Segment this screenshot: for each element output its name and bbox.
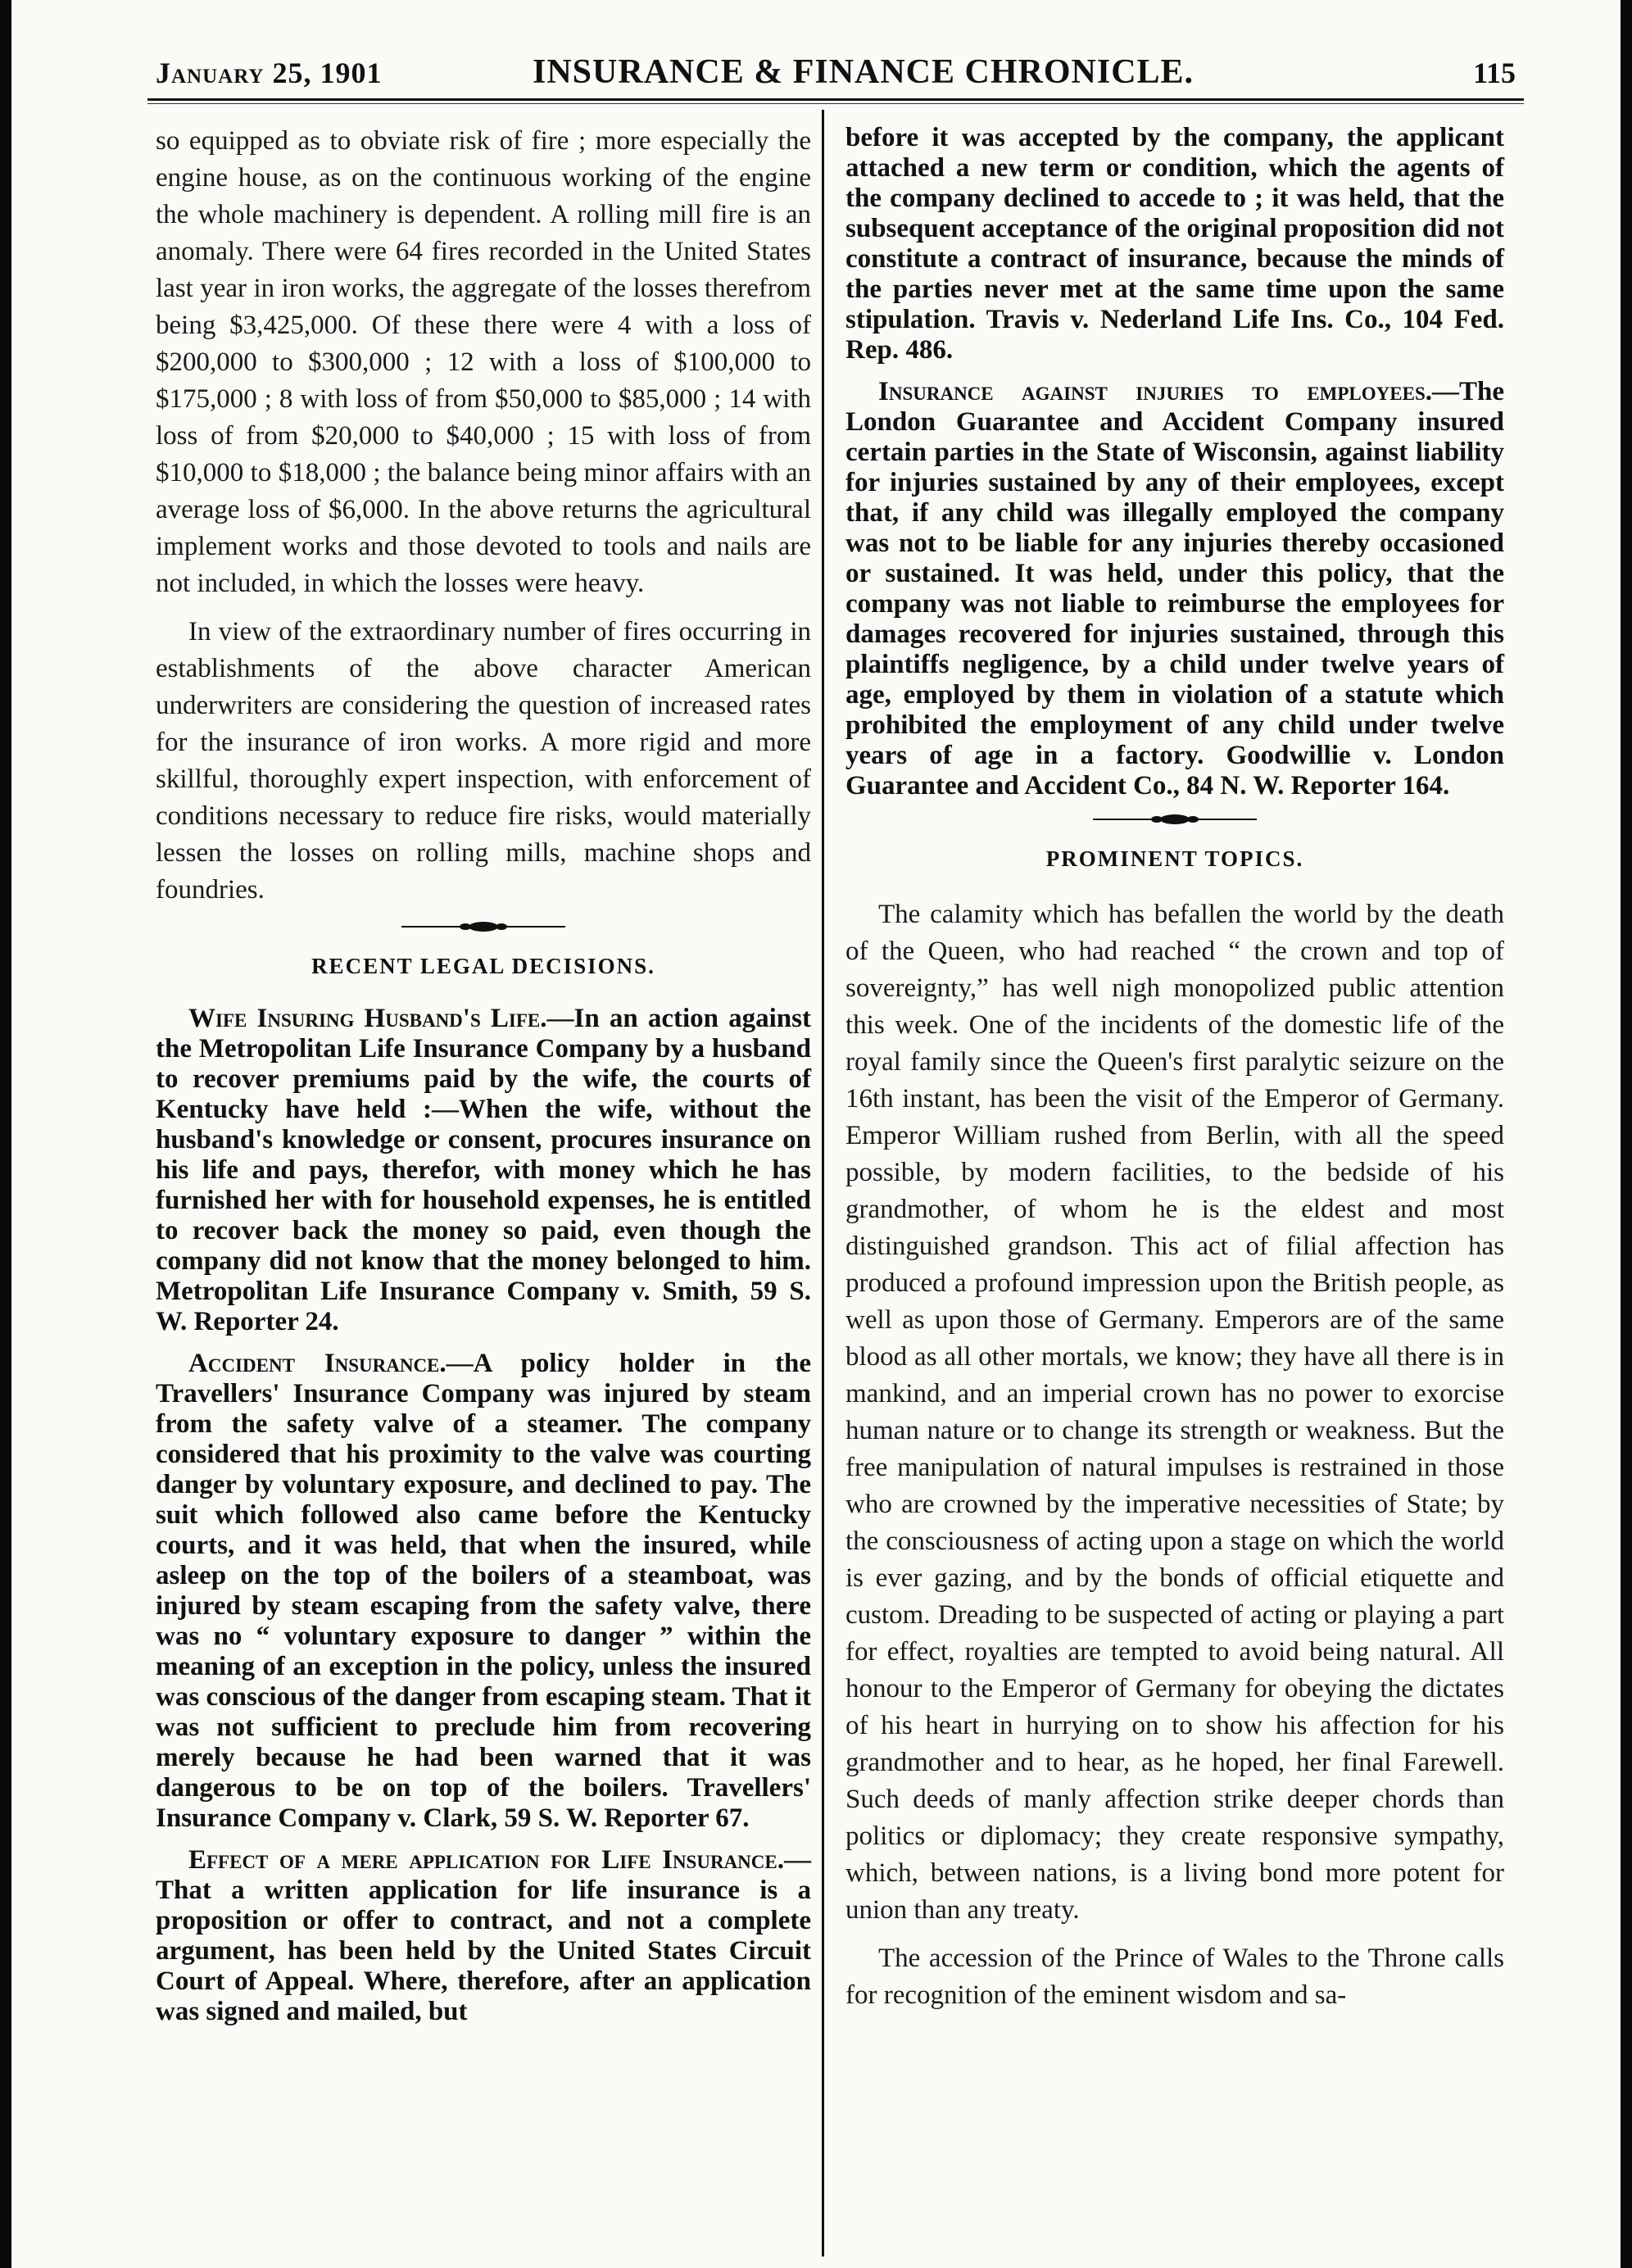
scan-edge-right xyxy=(1621,0,1632,2268)
section-heading: PROMINENT TOPICS. xyxy=(1045,846,1304,871)
section-heading: RECENT LEGAL DECISIONS. xyxy=(311,954,655,978)
case-title: Accident Insurance. xyxy=(188,1349,447,1378)
issue-date: January 25, 1901 xyxy=(156,57,383,89)
topics-paragraph: The calamity which has befallen the world by the death of the Queen, who had reached “ the crown and top of sovereignty,” has well nigh monopolized public attention this week. One of the incidents of the domestic life of the royal family since the Queen's first paralytic seizure on the 16th instant, has been the visit of the Emperor of Germany. Emperor William rushed from Berlin, with all the speed possible, by modern facilities, to the bedside of his grandmother, of whom he is the eldest and most distinguished grandson. This act of filial affection has produced a profound impression upon the British people, as well as upon those of Germany. Emperors are of the same blood as all other mortals, we know; they have all there is in mankind, and an imperial crown has no power to exorcise human nature or to change its strength or weakness. But the free manipulation of natural impulses is restrained in those who are crowned by the imperative necessities of State; by the consciousness of acting upon a stage on which the world is ever gazing, and by the bonds of official etiquette and custom. Dreading to be suspected of acting or playing a part for effect, royalties are tempted to avoid being natural. All honour to the Emperor of Germany for obeying the dictates of his heart in hurrying on to show his affection for his grandmother and to hear, as he hoped, her final Farewell. Such deeds of manly affection strike deeper chords than politics or diplomacy; they create responsive sympathy, which, between nations, is a living bond more potent for union than any treaty. xyxy=(845,900,1504,1925)
fire-article-paragraph: In view of the extraordinary number of fires occurring in establishments of the above character American underwriters are considering the question of increased rates for the insurance of iron works. A more rigid and more skillful, thoroughly expert inspection, with enforcement of conditions necessary to reduce fire risks, would materially lessen the losses on rolling mills, machine shops and foundries. xyxy=(156,617,811,905)
header-rule-thin xyxy=(147,103,1524,104)
legal-case xyxy=(156,1845,811,2027)
legal-case xyxy=(156,1004,811,1337)
case-title: Wife Insuring Husband's Life. xyxy=(188,1004,547,1033)
case-body: —A policy holder in the Travellers' Insurance Company was injured by steam from the safety valve of a steamer. The company considered that his proximity to the valve was courting danger by voluntary exposure, and declined to pay. The suit which followed also came before the Kentucky courts, and it was held, that when the insured, while asleep on the top of the boilers of a steamboat, was injured by steam escaping from the safety valve, there was no “ voluntary exposure to danger ” within the meaning of an exception in the policy, unless the insured was conscious of the danger from escaping steam. That it was not sufficient to preclude him from recovering merely because he had been warned that it was dangerous to be on top of the boilers. Travellers' Insurance Company v. Clark, 59 S. W. Reporter 67. xyxy=(156,1349,811,1833)
scan-edge-left xyxy=(0,0,11,2268)
column-divider xyxy=(822,110,824,2257)
page-header xyxy=(156,53,1516,102)
legal-case xyxy=(845,377,1504,801)
case-body: —The London Guarantee and Accident Company insured certain parties in the State of Wisconsin, against liability for injuries sustained by any of their employees, except that, if any child was illegally employed the company was not to be liable for any injuries thereby occasioned or sustained. It was held, under this policy, that the company was not liable to reimburse the employees for damages recovered for injuries sustained, through this plaintiffs negligence, by a child under twelve years of age, employed by them in violation of a statute which prohibited the employment of any child under twelve years of age in a factory. Goodwillie v. London Guarantee and Accident Co., 84 N. W. Reporter 164. xyxy=(845,377,1504,801)
page-number: 115 xyxy=(1472,57,1516,89)
publication-title: INSURANCE & FINANCE CHRONICLE. xyxy=(533,53,1195,91)
case-title: Effect of a mere application for Life Insurance. xyxy=(188,1845,784,1875)
legal-case xyxy=(156,1349,811,1834)
ornament-divider xyxy=(401,920,565,933)
legal-case-continued: before it was accepted by the company, the applicant attached a new term or condition, which the agents of the company declined to accede to ; it was held, that the subsequent acceptance of the original proposition did not constitute a contract of insurance, because the minds of the parties never met at the same time upon the same stipulation. Travis v. Nederland Life Ins. Co., 104 Fed. Rep. 486. xyxy=(845,123,1504,365)
left-column xyxy=(156,123,811,2039)
ornament-divider xyxy=(1093,813,1257,826)
case-title: Insurance against injuries to employees. xyxy=(878,377,1432,406)
header-rule xyxy=(147,98,1524,101)
case-body: —That a written application for life insurance is a proposition or offer to contract, and not a complete argument, has been held by the United States Circuit Court of Appeal. Where, therefore, after an application was signed and mailed, but xyxy=(156,1845,811,2026)
fire-article-paragraph: so equipped as to obviate risk of fire ; more especially the engine house, as on the continuous working of the engine the whole machinery is dependent. A rolling mill fire is an anomaly. There were 64 fires recorded in the United States last year in iron works, the aggregate of the losses therefrom being $3,425,000. Of these there were 4 with a loss of $200,000 to $300,000 ; 12 with a loss of $100,000 to $175,000 ; 8 with loss of from $50,000 to $85,000 ; 14 with loss of from $20,000 to $40,000 ; 15 with loss of from $10,000 to $18,000 ; the balance being minor affairs with an average loss of $6,000. In the above returns the agricultural implement works and those devoted to tools and nails are not included, in which the losses were heavy. xyxy=(156,126,811,598)
case-body: —In an action against the Metropolitan Life Insurance Company by a husband to recover premiums paid by the wife, the courts of Kentucky have held :—When the wife, without the husband's knowledge or consent, procures insurance on his life and pays, therefor, with money which he has furnished her with for household expenses, he is entitled to recover back the money so paid, even though the company did not know that the money belonged to him. Metropolitan Life Insurance Company v. Smith, 59 S. W. Reporter 24. xyxy=(156,1004,811,1336)
right-column xyxy=(845,123,1504,2025)
topics-paragraph: The accession of the Prince of Wales to the Throne calls for recognition of the eminent wisdom and sa- xyxy=(845,1944,1504,2010)
